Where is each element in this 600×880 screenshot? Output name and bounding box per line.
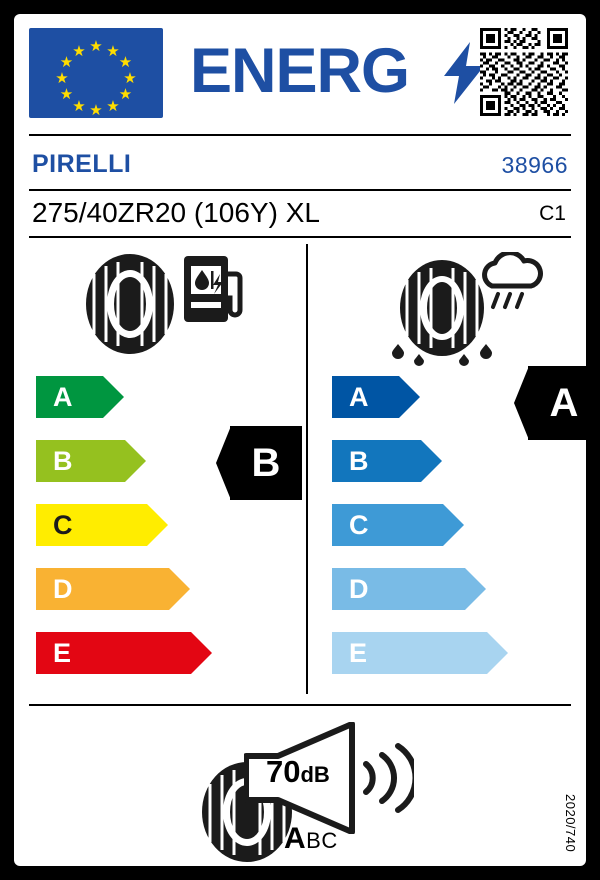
- grade-letter: D: [349, 574, 369, 604]
- wet-grip-rating: [514, 366, 586, 440]
- noise-value: [266, 754, 330, 790]
- fuel-rating-value: B: [251, 441, 281, 485]
- grade-letter: B: [53, 446, 73, 476]
- label-header: [14, 14, 586, 130]
- grade-letter: E: [53, 638, 72, 668]
- fuel-pump-icon: [182, 254, 244, 326]
- panel-divider: [306, 244, 308, 694]
- size-divider: [29, 236, 571, 238]
- noise-class: [284, 822, 338, 856]
- noise-panel: [14, 714, 586, 866]
- wet-rating-value: A: [549, 381, 579, 425]
- fuel-efficiency-rating: [216, 426, 302, 500]
- product-code: 38966: [501, 152, 568, 178]
- energy-wordmark: ENERG: [190, 36, 410, 106]
- eu-flag-icon: ★ ★ ★ ★ ★ ★ ★ ★ ★ ★ ★ ★: [29, 28, 163, 118]
- lightning-bolt-icon: [444, 42, 484, 104]
- regulation-code: 2020/740: [563, 793, 578, 852]
- noise-number: 70: [266, 754, 301, 789]
- brand-divider: [29, 189, 571, 191]
- grade-letter: D: [53, 574, 73, 604]
- noise-unit: dB: [300, 762, 330, 787]
- tyre-class: C1: [539, 202, 566, 225]
- grade-letter: A: [349, 382, 369, 412]
- grade-letter: E: [349, 638, 368, 668]
- noise-class-others: BC: [306, 828, 338, 853]
- qr-code-icon: [480, 28, 568, 116]
- header-divider: [29, 134, 571, 136]
- grade-letter: C: [349, 510, 369, 540]
- tyre-icon: [80, 252, 180, 357]
- grade-letter: A: [53, 382, 73, 412]
- rain-cloud-icon: [476, 252, 544, 320]
- grade-letter: C: [53, 510, 73, 540]
- label-card: [14, 14, 586, 866]
- noise-divider: [29, 704, 571, 706]
- brand-name: PIRELLI: [32, 150, 132, 178]
- tyre-size: 275/40ZR20 (106Y) XL: [32, 197, 320, 228]
- grade-letter: B: [349, 446, 369, 476]
- noise-class-selected: A: [284, 822, 307, 855]
